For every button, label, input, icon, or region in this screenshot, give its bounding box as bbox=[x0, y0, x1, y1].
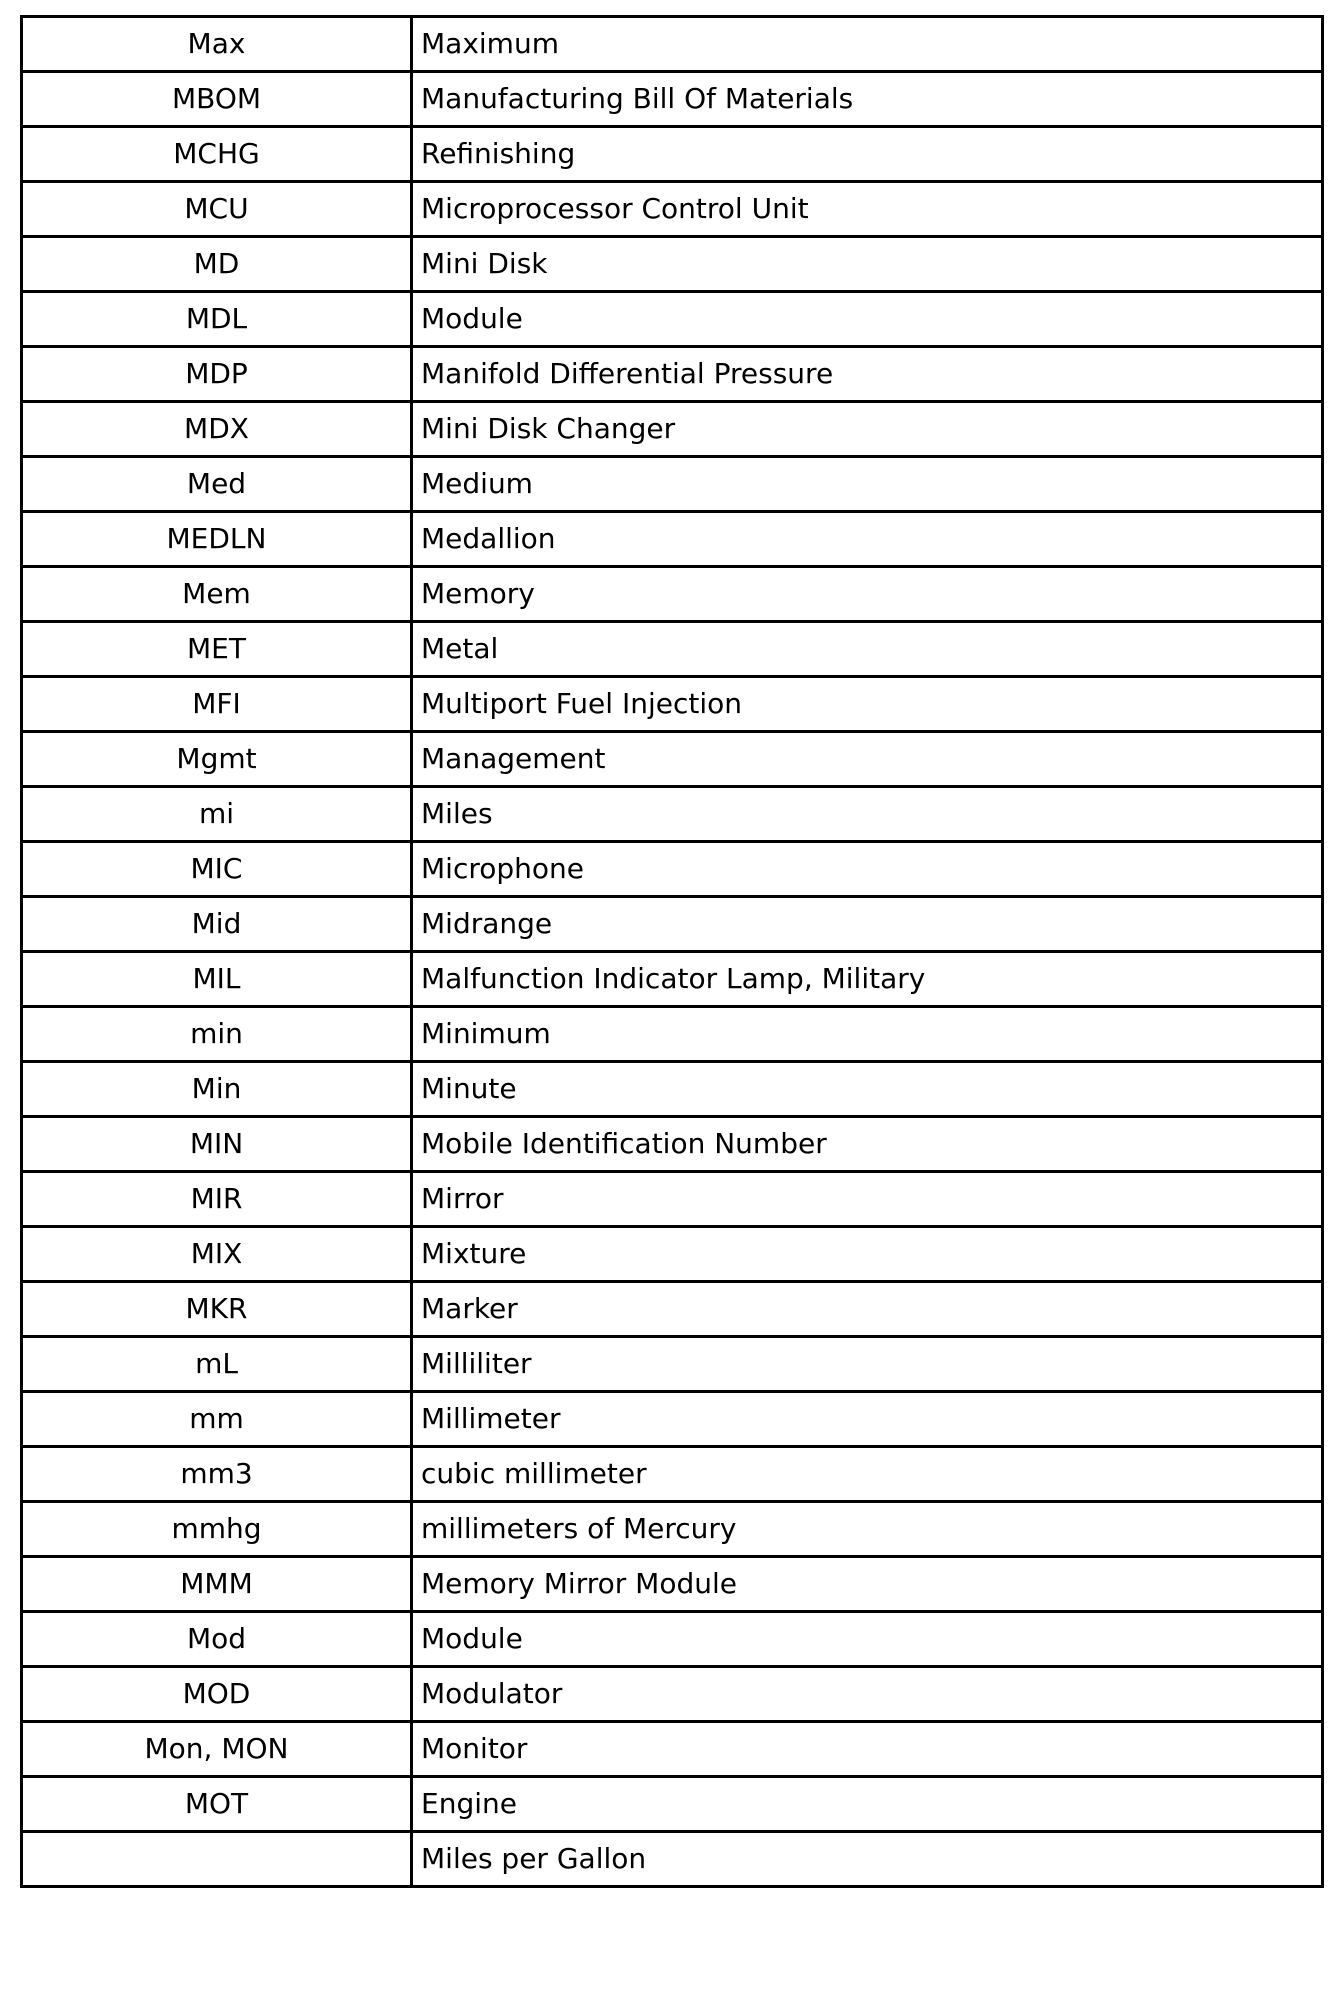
abbreviation-cell: mL bbox=[22, 1337, 412, 1392]
abbreviation-cell: mm3 bbox=[22, 1447, 412, 1502]
table-row bbox=[22, 952, 1323, 1007]
definition-cell: Medium bbox=[412, 457, 1323, 512]
abbreviation-cell: MDX bbox=[22, 402, 412, 457]
table-row bbox=[22, 732, 1323, 787]
abbreviation-cell: Mem bbox=[22, 567, 412, 622]
definition-cell: Mobile Identification Number bbox=[412, 1117, 1323, 1172]
definition-cell: Milliliter bbox=[412, 1337, 1323, 1392]
abbreviation-cell: min bbox=[22, 1007, 412, 1062]
definition-cell: Marker bbox=[412, 1282, 1323, 1337]
table-row bbox=[22, 1172, 1323, 1227]
table-row bbox=[22, 677, 1323, 732]
table-row bbox=[22, 1227, 1323, 1282]
definition-cell: Modulator bbox=[412, 1667, 1323, 1722]
table-row bbox=[22, 842, 1323, 897]
table-row bbox=[22, 72, 1323, 127]
table-row bbox=[22, 787, 1323, 842]
table-row bbox=[22, 1667, 1323, 1722]
table-row bbox=[22, 1117, 1323, 1172]
abbreviation-cell: MDP bbox=[22, 347, 412, 402]
abbreviation-cell: mm bbox=[22, 1392, 412, 1447]
table-row bbox=[22, 237, 1323, 292]
definition-cell: Medallion bbox=[412, 512, 1323, 567]
definition-cell: Miles bbox=[412, 787, 1323, 842]
table-row bbox=[22, 622, 1323, 677]
abbreviation-cell: MCHG bbox=[22, 127, 412, 182]
definition-cell: Refinishing bbox=[412, 127, 1323, 182]
table-row bbox=[22, 457, 1323, 512]
abbreviation-cell: Mid bbox=[22, 897, 412, 952]
definition-cell: Mini Disk Changer bbox=[412, 402, 1323, 457]
abbreviation-cell: Max bbox=[22, 17, 412, 72]
abbreviation-cell bbox=[22, 1832, 412, 1887]
table-row bbox=[22, 1337, 1323, 1392]
definition-cell: Mirror bbox=[412, 1172, 1323, 1227]
table-row bbox=[22, 567, 1323, 622]
definition-cell: Memory Mirror Module bbox=[412, 1557, 1323, 1612]
table-row bbox=[22, 402, 1323, 457]
definition-cell: Midrange bbox=[412, 897, 1323, 952]
table-row bbox=[22, 1612, 1323, 1667]
abbreviation-cell: Min bbox=[22, 1062, 412, 1117]
table-row bbox=[22, 127, 1323, 182]
table-row bbox=[22, 292, 1323, 347]
definition-cell: Maximum bbox=[412, 17, 1323, 72]
abbreviation-cell: Med bbox=[22, 457, 412, 512]
abbreviation-cell: MIR bbox=[22, 1172, 412, 1227]
abbreviation-cell: MIX bbox=[22, 1227, 412, 1282]
abbreviation-cell: MIN bbox=[22, 1117, 412, 1172]
definition-cell: Microprocessor Control Unit bbox=[412, 182, 1323, 237]
abbreviation-cell: MCU bbox=[22, 182, 412, 237]
abbreviation-cell: MIC bbox=[22, 842, 412, 897]
abbreviation-cell: MIL bbox=[22, 952, 412, 1007]
table-row bbox=[22, 1062, 1323, 1117]
table-row bbox=[22, 1392, 1323, 1447]
definition-cell: Manufacturing Bill Of Materials bbox=[412, 72, 1323, 127]
definition-cell: Minute bbox=[412, 1062, 1323, 1117]
abbreviation-cell: MFI bbox=[22, 677, 412, 732]
definition-cell: Miles per Gallon bbox=[412, 1832, 1323, 1887]
abbreviation-cell: MKR bbox=[22, 1282, 412, 1337]
definition-cell: Malfunction Indicator Lamp, Military bbox=[412, 952, 1323, 1007]
definition-cell: Multiport Fuel Injection bbox=[412, 677, 1323, 732]
abbreviations-table-body bbox=[22, 17, 1323, 1887]
abbreviation-cell: MEDLN bbox=[22, 512, 412, 567]
definition-cell: Monitor bbox=[412, 1722, 1323, 1777]
table-row bbox=[22, 1447, 1323, 1502]
table-row bbox=[22, 1502, 1323, 1557]
abbreviation-cell: MET bbox=[22, 622, 412, 677]
table-row bbox=[22, 347, 1323, 402]
definition-cell: Engine bbox=[412, 1777, 1323, 1832]
table-row bbox=[22, 897, 1323, 952]
definition-cell: Mixture bbox=[412, 1227, 1323, 1282]
abbreviation-cell: mmhg bbox=[22, 1502, 412, 1557]
abbreviation-cell: Mon, MON bbox=[22, 1722, 412, 1777]
definition-cell: cubic millimeter bbox=[412, 1447, 1323, 1502]
abbreviation-cell: Mgmt bbox=[22, 732, 412, 787]
abbreviation-cell: MMM bbox=[22, 1557, 412, 1612]
definition-cell: Millimeter bbox=[412, 1392, 1323, 1447]
table-row bbox=[22, 1722, 1323, 1777]
table-row bbox=[22, 1007, 1323, 1062]
table-row bbox=[22, 1282, 1323, 1337]
abbreviation-cell: mi bbox=[22, 787, 412, 842]
definition-cell: Management bbox=[412, 732, 1323, 787]
table-row bbox=[22, 182, 1323, 237]
definition-cell: Metal bbox=[412, 622, 1323, 677]
definition-cell: millimeters of Mercury bbox=[412, 1502, 1323, 1557]
abbreviations-table bbox=[20, 15, 1324, 1888]
definition-cell: Minimum bbox=[412, 1007, 1323, 1062]
abbreviation-cell: MBOM bbox=[22, 72, 412, 127]
abbreviation-cell: MDL bbox=[22, 292, 412, 347]
abbreviation-cell: Mod bbox=[22, 1612, 412, 1667]
definition-cell: Microphone bbox=[412, 842, 1323, 897]
table-row bbox=[22, 1777, 1323, 1832]
table-row bbox=[22, 512, 1323, 567]
definition-cell: Mini Disk bbox=[412, 237, 1323, 292]
table-row bbox=[22, 17, 1323, 72]
abbreviation-cell: MD bbox=[22, 237, 412, 292]
definition-cell: Memory bbox=[412, 567, 1323, 622]
table-row bbox=[22, 1832, 1323, 1887]
definition-cell: Module bbox=[412, 292, 1323, 347]
abbreviation-cell: MOT bbox=[22, 1777, 412, 1832]
table-row bbox=[22, 1557, 1323, 1612]
definition-cell: Module bbox=[412, 1612, 1323, 1667]
definition-cell: Manifold Differential Pressure bbox=[412, 347, 1323, 402]
abbreviation-cell: MOD bbox=[22, 1667, 412, 1722]
